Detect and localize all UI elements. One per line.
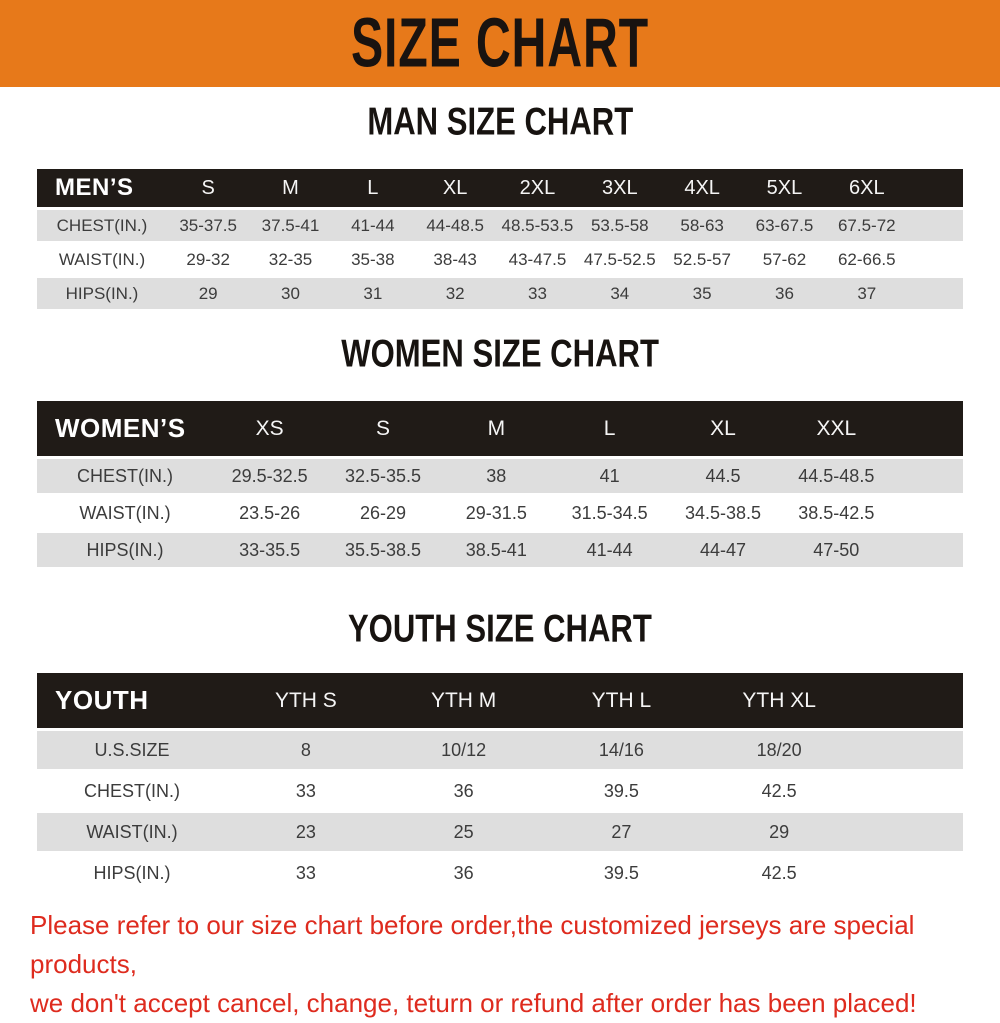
youth-heading-row [0,607,1000,651]
cell-value: 33 [528,283,547,303]
size-chart-sections [0,100,1000,892]
youth-column-header: YTH XL [742,688,816,712]
cell-value: 10/12 [441,739,487,760]
man-heading-row [0,100,1000,144]
row-label: HIPS(IN.) [86,539,164,560]
footer-note-line-2: we don't accept cancel, change, teturn or refund after order has been placed! [30,988,917,1018]
cell-value: 36 [775,283,794,303]
table-row [37,731,963,769]
cell-value: 29-32 [186,249,230,269]
cell-value: 38-43 [433,249,477,269]
women-size-chart-section [0,332,1000,567]
cell-value: 26-29 [359,502,407,523]
cell-value: 31.5-34.5 [571,502,648,523]
cell-value: 35-38 [351,249,395,269]
man-section-heading: MAN SIZE CHART [367,99,633,143]
spacer [908,244,963,275]
row-label: HIPS(IN.) [93,862,171,883]
table-row [37,533,963,567]
cell-value: 32 [445,283,465,303]
cell-value: 29-31.5 [465,502,527,523]
women-table-header-row [37,401,963,456]
cell-value: 42.5 [761,780,797,801]
cell-value: 44.5-48.5 [798,465,875,486]
cell-value: 67.5-72 [837,215,896,235]
table-row [37,244,963,275]
man-column-header: M [282,176,299,199]
title-banner [0,0,1000,87]
cell-value: 32.5-35.5 [344,465,422,486]
cell-value: 32-35 [268,249,313,269]
spacer [858,731,963,769]
cell-value: 14/16 [598,739,644,760]
cell-value: 29 [769,821,790,842]
youth-column-header: YTH L [591,688,652,712]
cell-value: 30 [281,283,300,303]
women-column-header: S [375,416,390,440]
row-label: CHEST(IN.) [84,780,180,801]
cell-value: 35-37.5 [179,215,237,235]
women-column-header: L [603,416,616,440]
cell-value: 41 [599,465,620,486]
youth-table-header-row [37,673,963,728]
cell-value: 62-66.5 [837,249,896,269]
banner-title: SIZE CHART [351,4,649,83]
man-table-header-label: MEN’S [55,174,134,201]
cell-value: 33 [295,862,316,883]
cell-value: 38.5-41 [465,539,527,560]
cell-value: 38.5-42.5 [798,502,875,523]
cell-value: 18/20 [756,739,802,760]
cell-value: 8 [300,739,311,760]
cell-value: 39.5 [603,780,639,801]
cell-value: 44-48.5 [426,215,484,235]
spacer [908,169,963,207]
cell-value: 34.5-38.5 [684,502,761,523]
cell-value: 23 [295,821,316,842]
cell-value: 63-67.5 [755,215,814,235]
spacer [893,496,963,530]
women-column-header: XXL [816,416,857,440]
youth-column-header: YTH S [274,688,337,712]
cell-value: 36 [453,862,474,883]
cell-value: 43-47.5 [508,249,567,269]
table-row [37,210,963,241]
spacer [908,278,963,309]
cell-value: 35 [692,283,712,303]
cell-value: 33-35.5 [239,539,301,560]
women-size-table [37,401,963,567]
cell-value: 38 [486,465,507,486]
table-row [37,278,963,309]
row-label: WAIST(IN.) [86,821,178,842]
row-label: U.S.SIZE [94,739,170,760]
man-size-chart-section [0,100,1000,309]
spacer [858,813,963,851]
man-column-header: 5XL [766,176,803,199]
man-column-header: 6XL [848,176,885,199]
cell-value: 31 [363,283,383,303]
spacer [908,210,963,241]
spacer [858,772,963,810]
cell-value: 27 [611,821,632,842]
cell-value: 44-47 [699,539,746,560]
cell-value: 52.5-57 [673,249,731,269]
women-column-header: XS [255,416,284,440]
cell-value: 29.5-32.5 [231,465,308,486]
cell-value: 48.5-53.5 [501,215,574,235]
table-row [37,459,963,493]
cell-value: 23.5-26 [239,502,301,523]
table-row [37,854,963,892]
table-row [37,813,963,851]
cell-value: 53.5-58 [590,215,649,235]
cell-value: 35.5-38.5 [344,539,422,560]
women-heading-row [0,332,1000,376]
women-column-header: M [487,416,506,440]
row-label: WAIST(IN.) [58,249,146,269]
man-size-table [37,169,963,309]
row-label: HIPS(IN.) [65,283,139,303]
youth-table-header-label: YOUTH [55,685,149,715]
table-row [37,772,963,810]
cell-value: 37.5-41 [261,215,320,235]
cell-value: 25 [453,821,474,842]
row-label: CHEST(IN.) [77,465,173,486]
cell-value: 34 [610,283,630,303]
man-column-header: XL [442,176,468,199]
cell-value: 42.5 [761,862,797,883]
cell-value: 41-44 [586,539,633,560]
cell-value: 47.5-52.5 [583,249,656,269]
footer-note [30,906,1000,1023]
youth-column-header: YTH M [430,688,497,712]
youth-size-chart-section [0,607,1000,892]
cell-value: 36 [453,780,474,801]
women-table-header-label: WOMEN’S [55,413,186,443]
man-table-header-row [37,169,963,207]
cell-value: 37 [857,283,877,303]
spacer [893,459,963,493]
spacer [893,533,963,567]
women-section-heading: WOMEN SIZE CHART [341,331,659,375]
cell-value: 29 [198,283,218,303]
cell-value: 39.5 [603,862,639,883]
cell-value: 44.5 [705,465,741,486]
man-column-header: L [367,176,379,199]
cell-value: 33 [295,780,316,801]
cell-value: 47-50 [813,539,860,560]
footer-note-line-1: Please refer to our size chart before order,the customized jerseys are special products, [30,910,915,979]
row-label: WAIST(IN.) [79,502,171,523]
man-column-header: 4XL [684,176,720,199]
man-column-header: 2XL [519,176,556,199]
row-label: CHEST(IN.) [56,215,148,235]
cell-value: 41-44 [351,215,395,235]
cell-value: 58-63 [680,215,724,235]
youth-size-table [37,673,963,892]
man-column-header: S [201,176,215,199]
spacer [893,401,963,456]
women-column-header: XL [710,416,736,440]
table-row [37,496,963,530]
man-column-header: 3XL [602,176,638,199]
cell-value: 57-62 [762,249,807,269]
spacer [858,854,963,892]
youth-section-heading: YOUTH SIZE CHART [348,606,652,650]
spacer [858,673,963,728]
